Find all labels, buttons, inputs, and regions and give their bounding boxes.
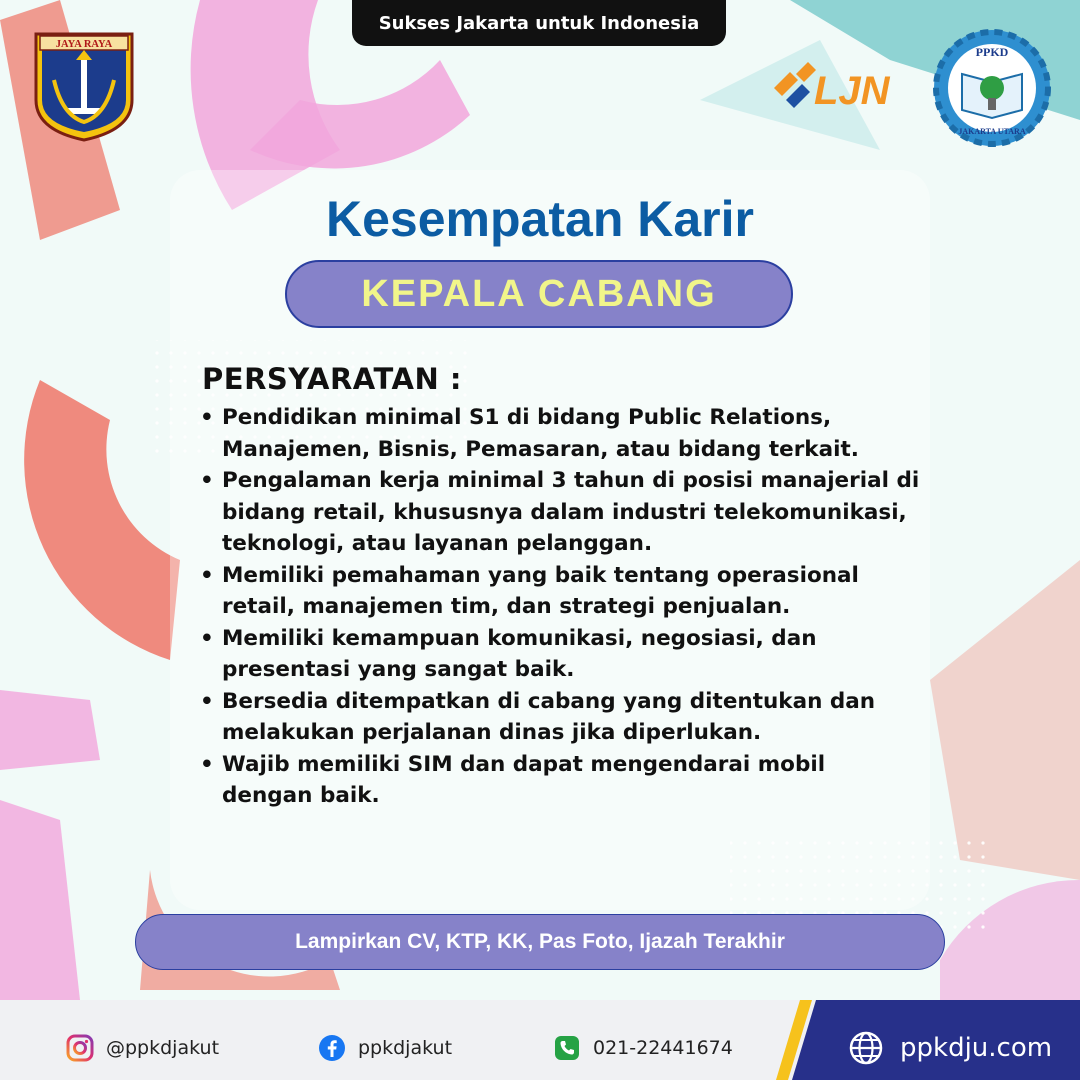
requirement-text: Memiliki kemampuan komunikasi, negosiasi, dan presentasi yang sangat baik. <box>222 625 817 682</box>
facebook-handle: ppkdjakut <box>358 1037 453 1059</box>
requirement-item: • Pendidikan minimal S1 di bidang Public Relations, Manajemen, Bisnis, Pemasaran, atau bidang terkait. <box>200 405 859 462</box>
requirement-item: • Pengalaman kerja minimal 3 tahun di posisi manajerial di bidang retail, khususnya dalam industri telekomunikasi, teknologi, atau layanan pelanggan. <box>200 468 920 556</box>
requirement-text: Bersedia ditempatkan di cabang yang ditentukan dan melakukan perjalanan dinas jika diperlukan. <box>222 688 876 745</box>
website-contact[interactable] <box>848 1030 1052 1066</box>
phone-contact[interactable] <box>553 1033 733 1063</box>
facebook-icon <box>318 1034 346 1062</box>
requirement-item: • Memiliki kemampuan komunikasi, negosiasi, dan presentasi yang sangat baik. <box>200 625 817 682</box>
instagram-contact[interactable] <box>66 1033 219 1063</box>
requirement-item: • Bersedia ditempatkan di cabang yang ditentukan dan melakukan perjalanan dinas jika diperlukan. <box>200 688 876 745</box>
requirement-text: Wajib memiliki SIM dan dapat mengendarai mobil dengan baik. <box>222 751 826 808</box>
requirement-text: Pendidikan minimal S1 di bidang Public Relations, Manajemen, Bisnis, Pemasaran, atau bidang terkait. <box>222 405 859 462</box>
ppkd-logo-text: PPKD <box>975 45 1009 59</box>
ppkd-jakarta-utara-logo <box>930 26 1054 150</box>
position-badge: KEPALA CABANG <box>285 260 793 328</box>
jakarta-emblem-text: JAYA RAYA <box>55 39 113 50</box>
requirement-text: Pengalaman kerja minimal 3 tahun di posisi manajerial di bidang retail, khususnya dalam industri telekomunikasi, teknologi, atau layanan pelanggan. <box>222 468 920 556</box>
requirements-list <box>202 402 922 812</box>
instagram-icon <box>66 1034 94 1062</box>
requirement-item: • Memiliki pemahaman yang baik tentang operasional retail, manajemen tim, dan strategi penjualan. <box>200 562 859 619</box>
instagram-handle: @ppkdjakut <box>106 1037 220 1059</box>
ppkd-logo-subtext: JAKARTA UTARA <box>958 127 1026 136</box>
requirement-item: • Wajib memiliki SIM dan dapat mengendarai mobil dengan baik. <box>200 751 826 808</box>
page-title: Kesempatan Karir <box>326 191 754 247</box>
requirements-heading: PERSYARATAN : <box>202 362 462 396</box>
ljn-logo-text: LJN <box>814 69 890 113</box>
jakarta-emblem-logo <box>32 30 136 142</box>
whatsapp-phone-icon <box>553 1034 581 1062</box>
attachments-banner: Lampirkan CV, KTP, KK, Pas Foto, Ijazah Terakhir <box>135 914 945 970</box>
phone-number: 021-22441674 <box>593 1037 733 1059</box>
requirements-section <box>202 362 922 812</box>
globe-icon <box>848 1030 884 1066</box>
facebook-contact[interactable] <box>318 1033 452 1063</box>
tagline-banner: Sukses Jakarta untuk Indonesia <box>352 0 726 46</box>
website-url: ppkdju.com <box>900 1033 1053 1063</box>
requirement-text: Memiliki pemahaman yang baik tentang operasional retail, manajemen tim, dan strategi penjualan. <box>222 562 859 619</box>
ljn-partner-logo <box>770 58 916 118</box>
